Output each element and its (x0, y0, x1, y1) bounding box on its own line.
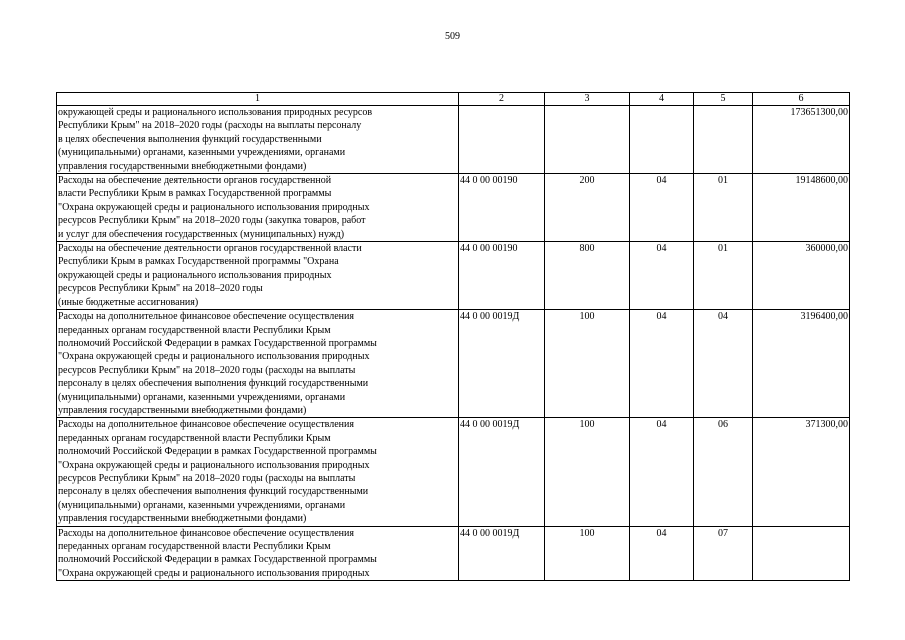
page-number: 509 (445, 31, 460, 42)
description-line: ресурсов Республики Крым" на 2018–2020 годы (58, 283, 263, 295)
header-col-2: 2 (459, 93, 545, 106)
description-line: (муниципальными) органами, казенными учреждениями, органами (58, 391, 346, 403)
description-line: переданных органам государственной власти Республики Крым (58, 324, 331, 336)
header-col-4: 4 (630, 93, 694, 106)
subsection-code: 04 (694, 310, 753, 418)
subsection-code: 06 (694, 418, 753, 526)
subsection-code: 01 (694, 174, 753, 242)
description-line: и услуг для обеспечения государственных (муниципальных) нужд) (58, 228, 345, 240)
description-line: полномочий Российской Федерации в рамках Государственной программы (58, 337, 377, 349)
description-line: персоналу в целях обеспечения выполнения функций государственными (58, 378, 369, 390)
row-description (57, 242, 459, 310)
description-line: Республики Крым" на 2018–2020 годы (расходы на выплаты персоналу (58, 120, 362, 132)
section-code: 04 (630, 242, 694, 310)
amount: 19148600,00 (753, 174, 850, 242)
description-line: "Охрана окружающей среды и рационального использования природных (58, 201, 370, 213)
description-line: переданных органам государственной власти Республики Крым (58, 432, 331, 444)
description-line: Расходы на обеспечение деятельности органов государственной (58, 175, 332, 187)
budget-table (56, 92, 850, 581)
description-line: Расходы на дополнительное финансовое обеспечение осуществления (58, 527, 354, 539)
expense-type-code: 200 (545, 174, 630, 242)
description-line: окружающей среды и рационального использования природных (58, 269, 332, 281)
target-article-code: 44 0 00 0019Д (459, 418, 545, 526)
expense-type-code: 100 (545, 310, 630, 418)
header-col-6: 6 (753, 93, 850, 106)
amount: 360000,00 (753, 242, 850, 310)
expense-type-code: 100 (545, 526, 630, 581)
expense-type-code: 800 (545, 242, 630, 310)
description-line: переданных органам государственной власти Республики Крым (58, 541, 331, 552)
description-line: ресурсов Республики Крым" на 2018–2020 годы (расходы на выплаты (58, 364, 356, 376)
row-description (57, 310, 459, 418)
description-line: Расходы на дополнительное финансовое обеспечение осуществления (58, 419, 354, 431)
description-line: персоналу в целях обеспечения выполнения функций государственными (58, 486, 369, 498)
subsection-code: 07 (694, 526, 753, 581)
table-row (57, 174, 850, 242)
section-code: 04 (630, 526, 694, 581)
header-col-5: 5 (694, 93, 753, 106)
table-header-row (57, 93, 850, 106)
description-line: ресурсов Республики Крым" на 2018–2020 годы (расходы на выплаты (58, 472, 356, 484)
amount: 3196400,00 (753, 310, 850, 418)
expense-type-code: 100 (545, 418, 630, 526)
row-description (57, 106, 459, 174)
table-row (57, 310, 850, 418)
amount: 371300,00 (753, 418, 850, 526)
description-line: власти Республики Крым в рамках Государственной программы (58, 188, 332, 200)
section-code: 04 (630, 418, 694, 526)
table-row (57, 418, 850, 526)
header-col-3: 3 (545, 93, 630, 106)
description-line: (иные бюджетные ассигнования) (58, 296, 199, 308)
row-description (57, 418, 459, 526)
target-article-code: 44 0 00 00190 (459, 242, 545, 310)
expense-type-code (545, 106, 630, 174)
description-line: ресурсов Республики Крым" на 2018–2020 годы (закупка товаров, работ (58, 215, 366, 227)
description-line: Расходы на обеспечение деятельности органов государственной власти (58, 243, 362, 255)
section-code: 04 (630, 174, 694, 242)
amount: 173651300,00 (753, 106, 850, 174)
table-row (57, 242, 850, 310)
section-code (630, 106, 694, 174)
description-line: управления государственными внебюджетными фондами) (58, 513, 307, 525)
amount (753, 526, 850, 581)
subsection-code: 01 (694, 242, 753, 310)
target-article-code: 44 0 00 0019Д (459, 310, 545, 418)
row-description (57, 526, 459, 581)
section-code: 04 (630, 310, 694, 418)
description-line: управления государственными внебюджетными фондами) (58, 404, 307, 416)
table-row (57, 526, 850, 581)
target-article-code: 44 0 00 00190 (459, 174, 545, 242)
row-description (57, 174, 459, 242)
subsection-code (694, 106, 753, 174)
table-row (57, 106, 850, 174)
description-line: полномочий Российской Федерации в рамках Государственной программы (58, 446, 377, 458)
description-line: окружающей среды и рационального использования природных ресурсов (58, 107, 373, 118)
description-line: (муниципальными) органами, казенными учреждениями, органами (58, 147, 346, 159)
description-line: "Охрана окружающей среды и рационального использования природных (58, 567, 370, 579)
description-line: в целях обеспечения выполнения функций государственными (58, 133, 322, 145)
description-line: Расходы на дополнительное финансовое обеспечение осуществления (58, 311, 354, 323)
description-line: Республики Крым в рамках Государственной программы "Охрана (58, 256, 339, 268)
target-article-code (459, 106, 545, 174)
description-line: полномочий Российской Федерации в рамках Государственной программы (58, 554, 377, 566)
target-article-code: 44 0 00 0019Д (459, 526, 545, 581)
description-line: управления государственными внебюджетными фондами) (58, 160, 307, 172)
description-line: "Охрана окружающей среды и рационального использования природных (58, 351, 370, 363)
header-col-1: 1 (57, 93, 459, 106)
description-line: (муниципальными) органами, казенными учреждениями, органами (58, 499, 346, 511)
description-line: "Охрана окружающей среды и рационального использования природных (58, 459, 370, 471)
